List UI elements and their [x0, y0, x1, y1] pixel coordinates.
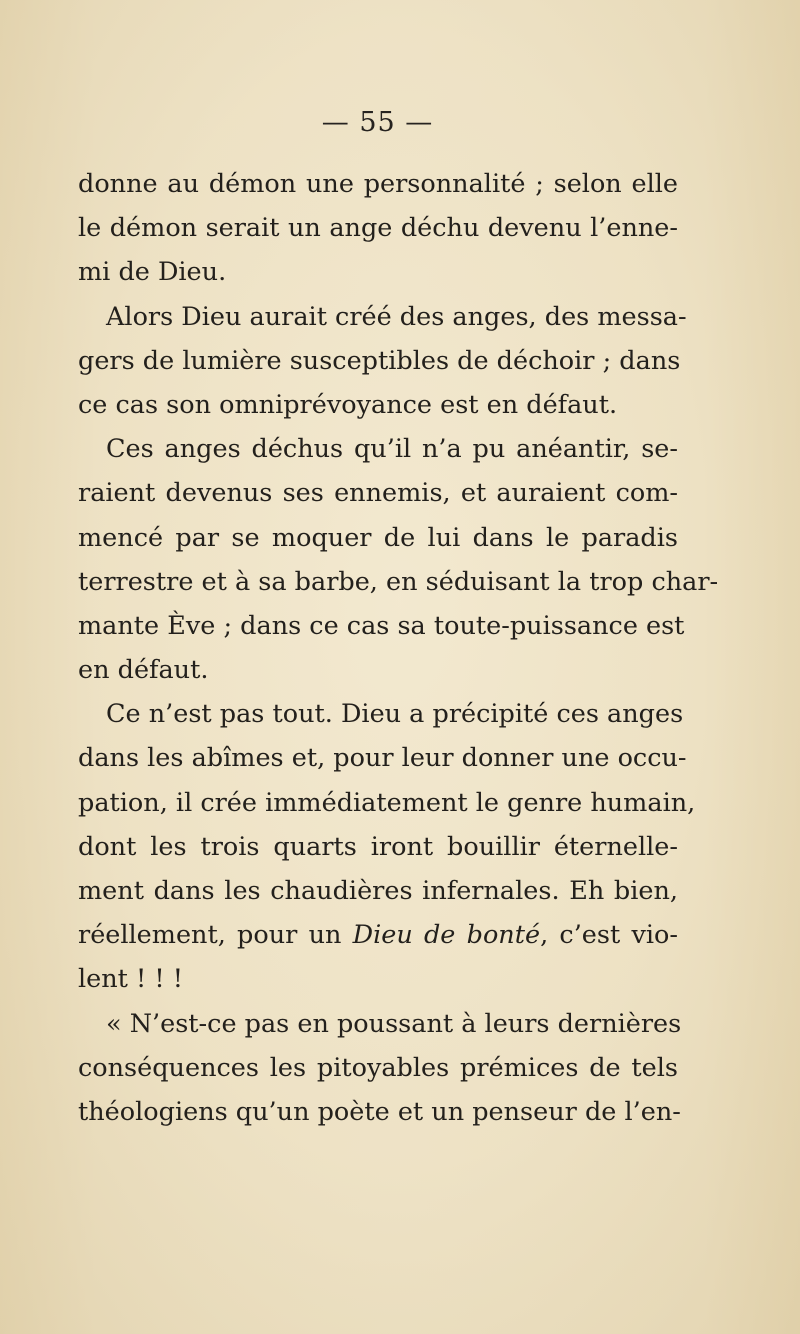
text-line: dont les trois quarts iront bouillir éternelle-	[78, 831, 678, 862]
text-line: raient devenus ses ennemis, et auraient com-	[78, 478, 678, 509]
italic-phrase: Dieu de bonté	[352, 920, 541, 951]
text-line: terrestre et à sa barbe, en séduisant la trop char-	[78, 566, 719, 597]
text-line: conséquences les pitoyables prémices de tels	[78, 1052, 678, 1083]
text-segment: , c’est vio-	[540, 920, 678, 951]
text-line: mi de Dieu.	[78, 257, 227, 288]
text-line: « N’est-ce pas en poussant à leurs dernières	[106, 1008, 682, 1039]
text-line: ce cas son omniprévoyance est en défaut.	[78, 389, 618, 420]
text-line: mante Ève ; dans ce cas sa toute-puissance est	[78, 610, 685, 641]
text-line: Ces anges déchus qu’il n’a pu anéantir, se-	[106, 434, 678, 465]
text-line: le démon serait un ange déchu devenu l’enne-	[78, 213, 678, 244]
text-line: gers de lumière susceptibles de déchoir ; dans	[78, 345, 681, 376]
text-line: mencé par se moquer de lui dans le paradis	[78, 522, 678, 553]
text-line: Alors Dieu aurait créé des anges, des messa-	[106, 301, 687, 332]
text-line: pation, il crée immédiatement le genre humain,	[78, 787, 696, 818]
text-segment: réellement, pour un	[78, 920, 353, 951]
text-line: Ce n’est pas tout. Dieu a précipité ces anges	[106, 699, 684, 730]
page-number: — 55 —	[321, 107, 434, 138]
text-line: donne au démon une personnalité ; selon elle	[78, 169, 678, 199]
text-line: théologiens qu’un poète et un penseur de l’en-	[78, 1096, 681, 1127]
text-line: en défaut.	[78, 655, 209, 686]
text-line: ment dans les chaudières infernales. Eh bien,	[78, 876, 678, 906]
text-line: lent ! ! !	[78, 964, 183, 995]
text-line: dans les abîmes et, pour leur donner une occu-	[78, 743, 687, 774]
text-line	[78, 913, 678, 957]
body-text	[78, 162, 719, 1134]
